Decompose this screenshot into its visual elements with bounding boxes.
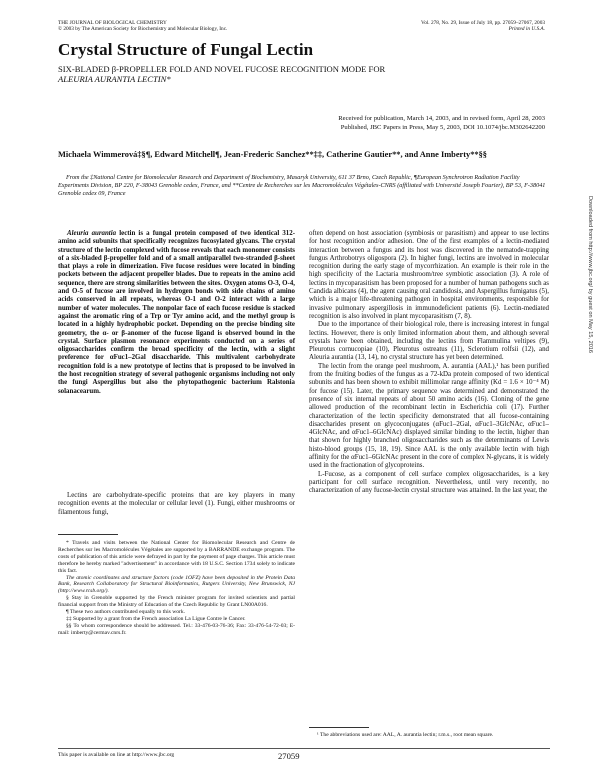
issue-info bbox=[325, 20, 545, 33]
author-list: Michaela Wimmerová‡§¶, Edward Mitchell¶, Jean-Frederic Sanchez**‡‡, Catherine Gautier**, and Anne Imberty**§§ bbox=[58, 150, 487, 159]
footnote-funding: * Travels and visits between the National Center for Biomolecular Research and Centre de Recherches sur les Macromolécules Végétales are supported by a BARRANDE exchange program. The costs of publication of this article were defrayed in part by the payment of page charges. This article must therefore be hereby marked "advertisement" in accordance with 18 U.S.C. Section 1734 solely to indicate this fact. bbox=[58, 540, 295, 574]
footer-divider bbox=[58, 748, 550, 749]
abbrev-divider bbox=[309, 727, 369, 728]
received-dates bbox=[165, 115, 545, 132]
download-watermark bbox=[586, 196, 592, 526]
issue-line: Vol. 278, No. 29, Issue of July 18, pp. 27059–27067, 2003 bbox=[421, 20, 545, 26]
footnote-equal: ¶ These two authors contributed equally to this work. bbox=[66, 609, 186, 616]
body-paragraph-2: Due to the importance of their biological role, there is increasing interest in fungal lectins. However, there is only limited information about them, and although several crystals have been obtained, including the lectins from Flammulina veltipes (9), Pleurotus cornucopiae (10), Pleurotus ostreatus (11), Sclerotium rolfsii (12), and Aleuria aurantia (13, 14), no crystal structure has yet been determined. bbox=[309, 321, 549, 362]
abstract-lead: Aleuria aurantia bbox=[67, 230, 117, 237]
journal-name: THE JOURNAL OF BIOLOGICAL CHEMISTRY bbox=[58, 20, 167, 26]
footnote-stay: § Stay in Grenoble supported by the French minister program for invited scientists and partial financial support from the Ministry of Education of the Czech Republic by Grant LN00A016. bbox=[58, 595, 295, 609]
subtitle-line-2: ALEURIA AURANTIA LECTIN* bbox=[58, 74, 171, 84]
abbreviations-footnote: ¹ The abbreviations used are: AAL, A. aurantia lectin; r.m.s., root mean square. bbox=[317, 732, 494, 738]
footnote-divider bbox=[58, 534, 118, 535]
right-column bbox=[309, 230, 549, 496]
body-paragraph-3: The lectin from the orange peel mushroom, A. aurantia (AAL),¹ has been purified from the fruiting bodies of the fungus as a 72-kDa protein composed of two identical subunits and has been shown to exhibit millimolar range affinity (Kd = 1.6 × 10⁻⁴ M) for fucose (15). Later, the primary sequence was determined and demonstrated the presence of six internal repeats of about 50 amino acids (16). Cloning of the gene allowed production of the recombinant lectin in Escherichia coli (17). Further characterization of the lectin specificity demonstrated that all fucose-containing disaccharides present on glycoconjugates (αFuc1–2Gal, αFuc1–3GlcNAc, αFuc1–4GlcNAc, and αFuc1–6GlcNAc) displayed similar binding to the lectin, higher than that shown for highly branched oligosaccharides such as the determinants of Lewis histo-blood groups (15, 18, 19). Since AAL is the only available lectin with high affinity for the αFuc1–6GlcNAc present in the core of complex N-glycans, it is widely used in the fractionation of glycoproteins. bbox=[309, 362, 549, 470]
footer-availability: This paper is available on line at http://www.jbc.org bbox=[58, 752, 175, 758]
subtitle-line-1: SIX-BLADED β-PROPELLER FOLD AND NOVEL FUCOSE RECOGNITION MODE FOR bbox=[58, 64, 386, 74]
affiliations: From the ‡National Centre for Biomolecular Research and Department of Biochemistry, Masaryk University, 611 37 Brno, Czech Republic, ¶European Synchrotron Radiation Facility Experiments Division, BP 220, F-38043 Grenoble cedex, France, and **Centre de Recherches sur les Macromolécules Végétales-CNRS (affiliated with Université Joseph Fourier), BP 53, F-38041 Grenoble cedex 09, France bbox=[58, 174, 546, 197]
body-paragraph-4: L-Fucose, as a component of cell surface complex oligosaccharides, is a key participant for cell surface recognition. Nevertheless, until very recently, no characterization of any fucose-lectin crystal structure was attained. In the last year, the bbox=[309, 470, 549, 495]
footnote-pdb: The atomic coordinates and structure factors (code 1OFZ) have been deposited in the Protein Data Bank, Research Collaboratory for Structural Bioinformatics, Rutgers University, New Brunswick, NJ (http://www.rcsb.org/). bbox=[58, 574, 295, 595]
journal-header bbox=[58, 20, 358, 33]
footnote-correspondence: §§ To whom correspondence should be addressed. Tel.: 33-476-03-76-36; Fax: 33-476-54-72-03; E-mail: imberty@cermav.cnrs.fr. bbox=[58, 622, 295, 636]
footnote-grant: ‡‡ Supported by a grant from the French association La Ligue Contre le Cancer. bbox=[66, 615, 246, 622]
page-number: 27059 bbox=[278, 751, 300, 761]
intro-paragraph: Lectins are carbohydrate-specific proteins that are key players in many recognition events at the molecular or cellular level (1). Fungi, either mushrooms or filamentous fungi, bbox=[58, 492, 295, 516]
copyright-line: © 2003 by The American Society for Biochemistry and Molecular Biology, Inc. bbox=[58, 26, 228, 33]
abstract-text: lectin is a fungal protein composed of two identical 312-amino acid subunits that specifically recognizes fucosylated glycans. The crystal structure of the lectin complexed with fucose reveals that each monomer consists of a six-bladed β-propeller fold and of a small antiparallel two-stranded β-sheet that plays a role in dimerization. Five fucose residues were located in binding pockets between the adjacent propeller blades. Due to repeats in the amino acid sequence, there are strong similarities between the sites. Oxygen atoms O-3, O-4, and O-5 of fucose are involved in hydrogen bonds with side chains of amino acids conserved in all repeats, whereas O-1 and O-2 interact with a large number of water molecules. The nonpolar face of each fucose residue is stacked against the aromatic ring of a Trp or Tyr amino acid, and the methyl group is located in a highly hydrophobic pocket. Depending on the precise binding site geometry, the α- or β-anomer of the fucose ligand is observed bound in the crystal. Surface plasmon resonance experiments conducted on a series of oligosaccharides confirm the broad specificity of the lectin, with a slight preference for αFuc1–2Gal disaccharide. This multivalent carbohydrate recognition fold is a new prototype of lectins that is proposed to be involved in the host recognition strategy of several pathogenic organisms including not only the fungi Aspergillus but also the phytopathogenic bacterium Ralstonia solanacearum. bbox=[58, 230, 295, 395]
abstract bbox=[58, 230, 295, 396]
article-title: Crystal Structure of Fungal Lectin bbox=[58, 40, 314, 59]
download-watermark-text: Downloaded from http://www.jbc.org/ by guest on May 15, 2016 bbox=[587, 196, 593, 354]
body-paragraph-1: often depend on host association (symbiosis or parasitism) and appear to use lectins for host recognition and/or adhesion. One of the first examples of a lectin-mediated interaction between a fungus and its host was discovered in the nematode-trapping fungus Arthrobotrys oligospora (2). In higher fungi, lectins are involved in molecular recognition during the early stage of mycorrhization. An example is their role in the high specificity of the Lactaria mushroom/tree symbiotic association (3). A role of lectins in mycoparasitism has been proposed for a number of human pathogens such as Candida albicans (4), the agent causing oral candidosis, and Aspergillus fumigatus (5), which is a major life-threatening pathogen in hospital environments, responsible for invasive pulmonary aspergillosis in immunodeficient patients (6). Lectin-mediated recognition is also involved in plant mycoparasitism (7, 8). bbox=[309, 230, 549, 320]
footnotes bbox=[58, 540, 295, 637]
received-line: Received for publication, March 14, 2003, and in revised form, April 28, 2003 bbox=[338, 115, 545, 122]
article-subtitle bbox=[58, 64, 538, 84]
published-line: Published, JBC Papers in Press, May 5, 2003, DOI 10.1074/jbc.M302642200 bbox=[340, 123, 545, 131]
printed-in: Printed in U.S.A. bbox=[508, 26, 545, 33]
